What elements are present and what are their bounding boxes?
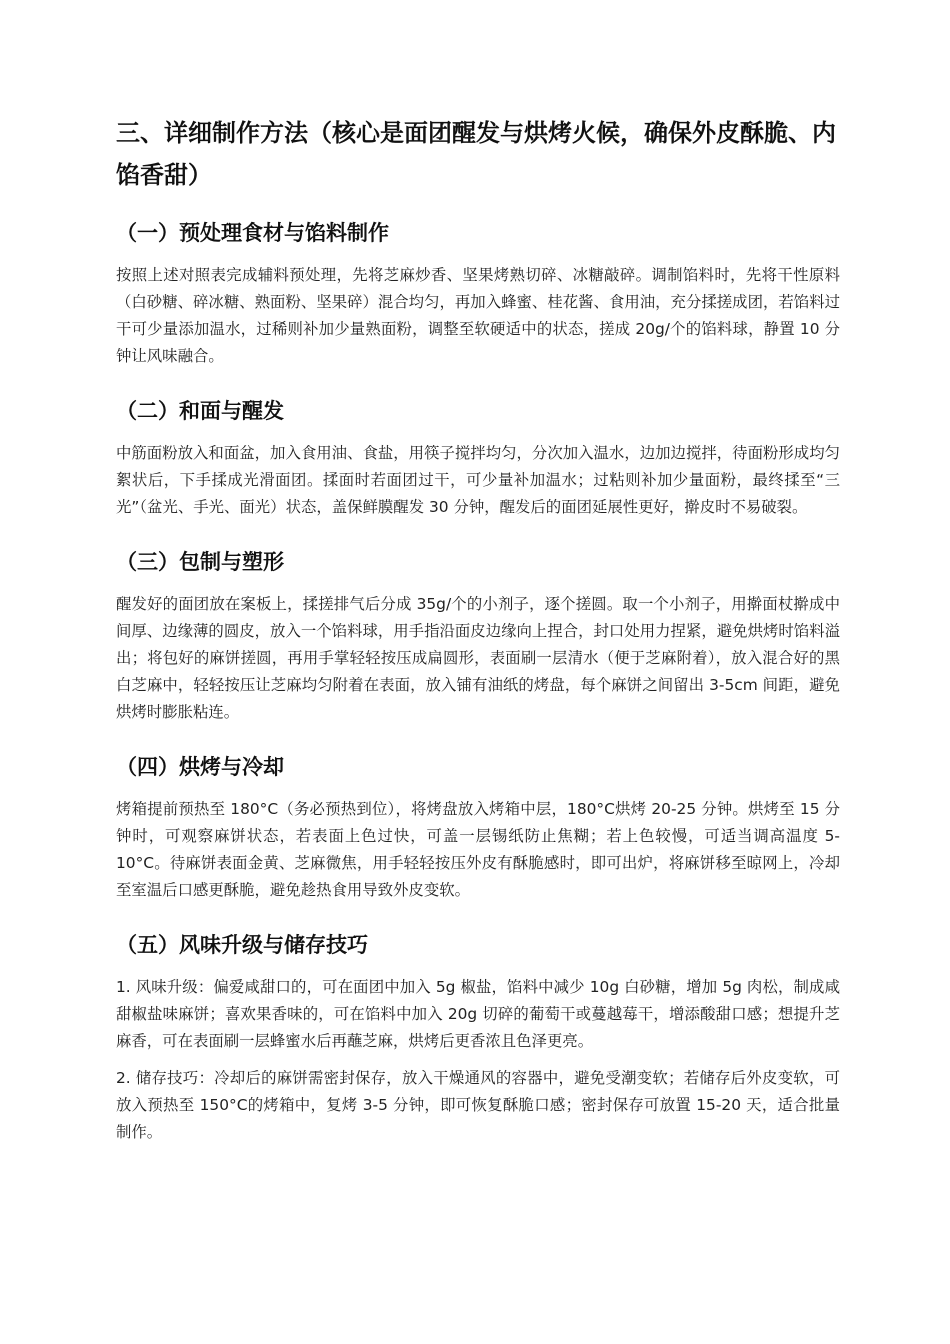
section-paragraph: 1. 风味升级：偏爱咸甜口的，可在面团中加入 5g 椒盐，馅料中减少 10g 白砂糖，增加 5g 肉松，制成咸甜椒盐味麻饼；喜欢果香味的，可在馅料中加入 20g 切碎的葡萄干或蔓越莓干，增添酸甜口感；想提升芝麻香，可在表面刷一层蜂蜜水后再蘸芝麻，烘烤后更香浓且色泽更亮。 xyxy=(116,978,840,1050)
section-paragraph: 按照上述对照表完成辅料预处理，先将芝麻炒香、坚果烤熟切碎、冰糖敲碎。调制馅料时，先将干性原料（白砂糖、碎冰糖、熟面粉、坚果碎）混合均匀，再加入蜂蜜、桂花酱、食用油，充分揉搓成团，若馅料过干可少量添加温水，过稀则补加少量熟面粉，调整至软硬适中的状态，搓成 20g/个的馅料球，静置 10 分钟让风味融合。 xyxy=(116,266,840,365)
section-paragraph: 醒发好的面团放在案板上，揉搓排气后分成 35g/个的小剂子，逐个搓圆。取一个小剂子，用擀面杖擀成中间厚、边缘薄的圆皮，放入一个馅料球，用手指沿面皮边缘向上捏合，封口处用力捏紧，避免烘烤时馅料溢出；将包好的麻饼搓圆，再用手掌轻轻按压成扁圆形，表面刷一层清水（便于芝麻附着），放入混合好的黑白芝麻中，轻轻按压让芝麻均匀附着在表面，放入铺有油纸的烤盘，每个麻饼之间留出 3-5cm 间距，避免烘烤时膨胀粘连。 xyxy=(116,595,840,721)
section-paragraph: 烤箱提前预热至 180°C（务必预热到位），将烤盘放入烤箱中层，180°C烘烤 20-25 分钟。烘烤至 15 分钟时，可观察麻饼状态，若表面上色过快，可盖一层锡纸防止焦糊；若上色较慢，可适当调高温度 5-10°C。待麻饼表面金黄、芝麻微焦，用手轻轻按压外皮有酥脆感时，即可出炉，将麻饼移至晾网上，冷却至室温后口感更酥脆，避免趁热食用导致外皮变软。 xyxy=(116,800,840,899)
section-flavor-storage xyxy=(116,930,840,1146)
section-paragraph: 中筋面粉放入和面盆，加入食用油、食盐，用筷子搅拌均匀，分次加入温水，边加边搅拌，待面粉形成均匀絮状后，下手揉成光滑面团。揉面时若面团过干，可少量补加温水；过粘则补加少量面粉，最终揉至“三光”（盆光、手光、面光）状态，盖保鲜膜醒发 30 分钟，醒发后的面团延展性更好，擀皮时不易破裂。 xyxy=(116,444,840,516)
section-heading: （五）风味升级与储存技巧 xyxy=(116,933,368,957)
section-baking xyxy=(116,752,840,904)
section-dough xyxy=(116,396,840,521)
section-heading: （三）包制与塑形 xyxy=(116,550,284,574)
page-title: 三、详细制作方法（核心是面团醒发与烘烤火候，确保外皮酥脆、内馅香甜） xyxy=(116,119,836,189)
section-shaping xyxy=(116,547,840,726)
section-heading: （四）烘烤与冷却 xyxy=(116,755,284,779)
section-heading: （一）预处理食材与馅料制作 xyxy=(116,221,389,245)
section-paragraph: 2. 储存技巧：冷却后的麻饼需密封保存，放入干燥通风的容器中，避免受潮变软；若储存后外皮变软，可放入预热至 150°C的烤箱中，复烤 3-5 分钟，即可恢复酥脆口感；密封保存可放置 15-20 天，适合批量制作。 xyxy=(116,1069,840,1141)
section-preprocess xyxy=(116,218,840,370)
section-heading: （二）和面与醒发 xyxy=(116,399,284,423)
